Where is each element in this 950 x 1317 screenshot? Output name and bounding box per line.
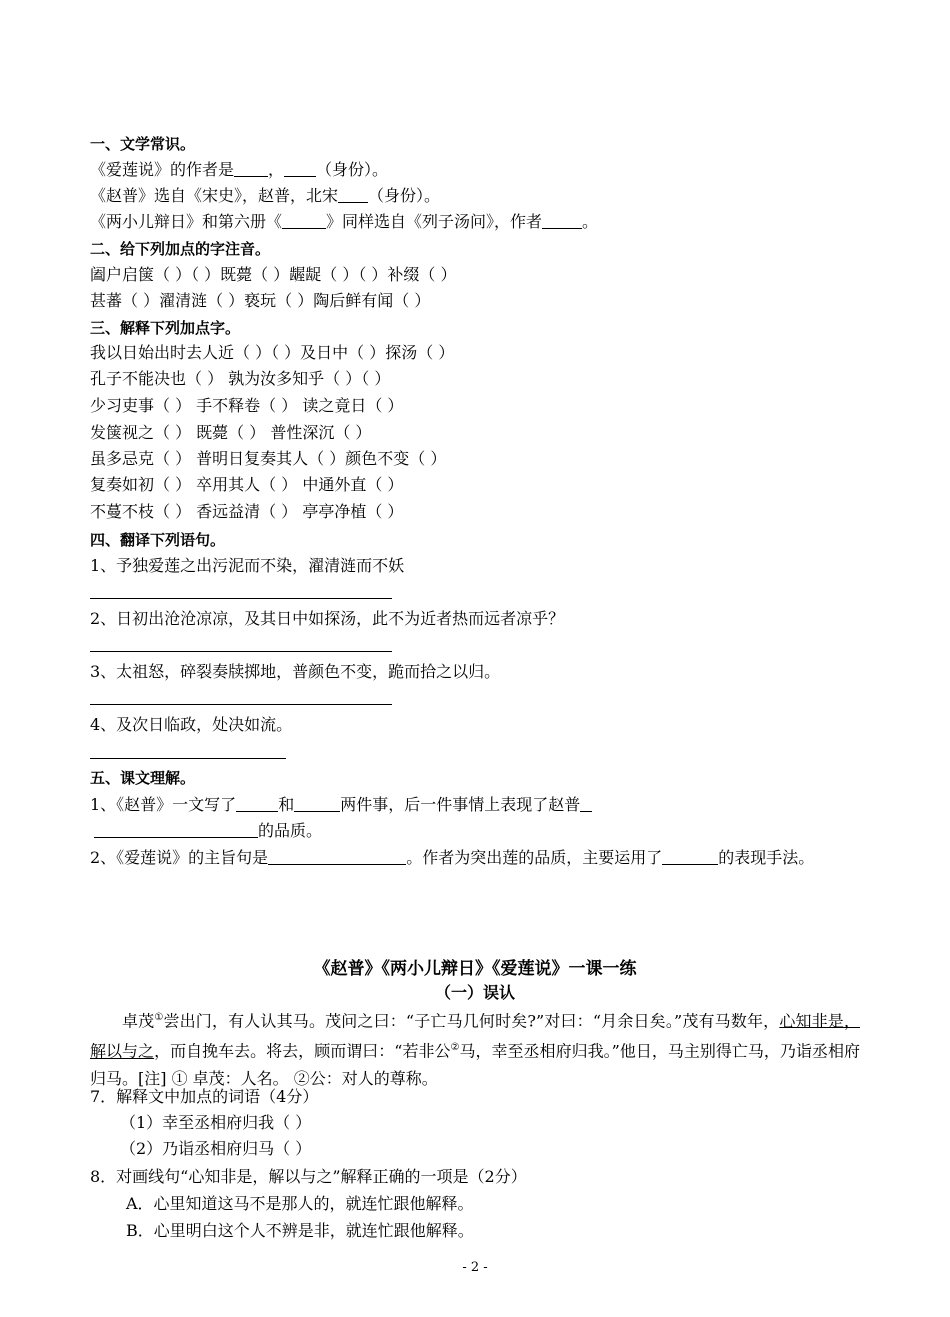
blank[interactable] (94, 821, 258, 838)
blank[interactable] (236, 795, 278, 812)
passage-text: 尝出门，有人认其马。茂问之曰：“子亡马几何时矣?”对曰：“月余日矣。”茂有马数年， (163, 1011, 780, 1031)
s3-row-4: 发箧视之（ ） 既薨（ ） 普性深沉（ ） (90, 423, 372, 442)
blank[interactable] (234, 160, 268, 177)
s5-q1-text-a: 1、《赵普》一文写了 (90, 795, 237, 814)
answer-line[interactable] (90, 704, 392, 705)
blank[interactable] (542, 212, 582, 229)
s2-row-2: 甚蕃（ ）濯清涟（ ）亵玩（ ）陶后鲜有闻（ ） (90, 291, 431, 310)
option-b: B．心里明白这个人不辨是非，就连忙跟他解释。 (126, 1221, 474, 1240)
s4-question-1: 1、予独爱莲之出污泥而不染，濯清涟而不妖 (90, 556, 405, 575)
s5-q1-text-c: 两件事，后一件事情上表现了赵普 (340, 795, 581, 814)
s3-row-1: 我以日始出时去人近（ ）（ ）及日中（ ）探汤（ ） (90, 343, 455, 362)
blank[interactable] (284, 160, 316, 177)
s5-q1-text-d: 的品质。 (258, 821, 323, 840)
exercise-subtitle: （一）误认 (434, 983, 515, 1002)
footnote-mark: ① (154, 1012, 164, 1023)
blank[interactable] (282, 212, 326, 229)
question-8: 8．对画线句“心知非是，解以与之”解释正确的一项是（2分） (90, 1167, 527, 1186)
s4-question-2: 2、日初出沧沧凉凉，及其日中如探汤，此不为近者热而远者凉乎？ (90, 609, 565, 628)
s4-question-4: 4、及次日临政，处决如流。 (90, 715, 293, 734)
s1-line-1 (90, 157, 388, 183)
question-7: 7．解释文中加点的词语（4分） (90, 1087, 319, 1106)
s1-line-1-text-b: ， (268, 160, 285, 179)
s1-line-3-text-b: 》同样选自《列子汤问》，作者 (326, 212, 543, 231)
exercise-title: 《赵普》《两小儿辩日》《爱莲说》一课一练 (313, 959, 637, 979)
s3-row-6: 复奏如初（ ） 卒用其人（ ） 中通外直（ ） (90, 475, 404, 494)
blank[interactable] (294, 795, 340, 812)
s5-question-1-cont (94, 818, 322, 844)
question-7-item-2: （2）乃诣丞相府归马（ ） (120, 1139, 312, 1158)
s1-line-1-text-c: （身份）。 (316, 160, 389, 179)
footnote-mark: ② (450, 1042, 460, 1054)
section-5-heading: 五、课文理解。 (90, 769, 196, 787)
passage-text: 卓茂 (122, 1011, 155, 1031)
question-7-item-1: （1）幸至丞相府归我（ ） (120, 1113, 312, 1132)
blank[interactable] (268, 848, 406, 865)
s5-q2-text-b: 。作者为突出莲的品质，主要运用了 (406, 848, 663, 867)
passage-text: 马，幸至丞相府归我。”他日，马主别得亡马，乃诣丞相府归马。[注] ① 卓茂：人名。 ②公：对人的尊称。 (90, 1041, 860, 1088)
answer-line[interactable] (90, 758, 286, 759)
passage-text: ，而自挽车去。将去，顾而谓曰：“若非公 (154, 1041, 451, 1061)
s4-question-3: 3、太祖怒，碎裂奏牍掷地，普颜色不变，跪而拾之以归。 (90, 662, 501, 681)
blank[interactable] (662, 848, 718, 865)
answer-line[interactable] (90, 598, 392, 599)
s2-row-1: 阖户启箧（ ）（ ）既薨（ ）龌龊（ ）（ ）补缀（ ） (90, 265, 457, 284)
s5-question-1 (90, 792, 592, 818)
s3-row-2: 孔子不能决也（ ） 孰为汝多知乎（ ）（ ） (90, 369, 391, 388)
s5-question-2 (90, 845, 814, 871)
section-4-heading: 四、翻译下列语句。 (90, 531, 226, 549)
blank[interactable] (580, 795, 592, 812)
reading-passage (90, 1004, 860, 1092)
s1-line-2-text-b: （身份）。 (368, 186, 441, 205)
s1-line-2 (90, 183, 440, 209)
option-a: A．心里知道这马不是那人的，就连忙跟他解释。 (126, 1194, 474, 1213)
s5-q1-text-b: 和 (278, 795, 295, 814)
s3-row-3: 少习吏事（ ） 手不释卷（ ） 读之竟日（ ） (90, 396, 404, 415)
underlined-sentence: 心知非是，解以与之 (90, 1011, 860, 1061)
s1-line-3 (90, 209, 598, 235)
section-1-heading: 一、文学常识。 (90, 135, 196, 153)
answer-line[interactable] (90, 651, 392, 652)
page-number: - 2 - (462, 1260, 488, 1275)
section-2-heading: 二、给下列加点的字注音。 (90, 240, 271, 258)
blank[interactable] (338, 186, 368, 203)
s3-row-5: 虽多忌克（ ） 普明日复奏其人（ ）颜色不变（ ） (90, 449, 447, 468)
s1-line-3-text-a: 《两小儿辩日》和第六册《 (90, 212, 283, 231)
s5-q2-text-c: 的表现手法。 (718, 848, 815, 867)
s1-line-3-text-c: 。 (582, 212, 599, 231)
s1-line-2-text-a: 《赵普》选自《宋史》，赵普，北宋 (90, 186, 339, 205)
s5-q2-text-a: 2、《爱莲说》的主旨句是 (90, 848, 269, 867)
section-3-heading: 三、解释下列加点字。 (90, 319, 241, 337)
s3-row-7: 不蔓不枝（ ） 香远益清（ ） 亭亭净植（ ） (90, 502, 404, 521)
s1-line-1-text-a: 《爱莲说》的作者是 (90, 160, 235, 179)
